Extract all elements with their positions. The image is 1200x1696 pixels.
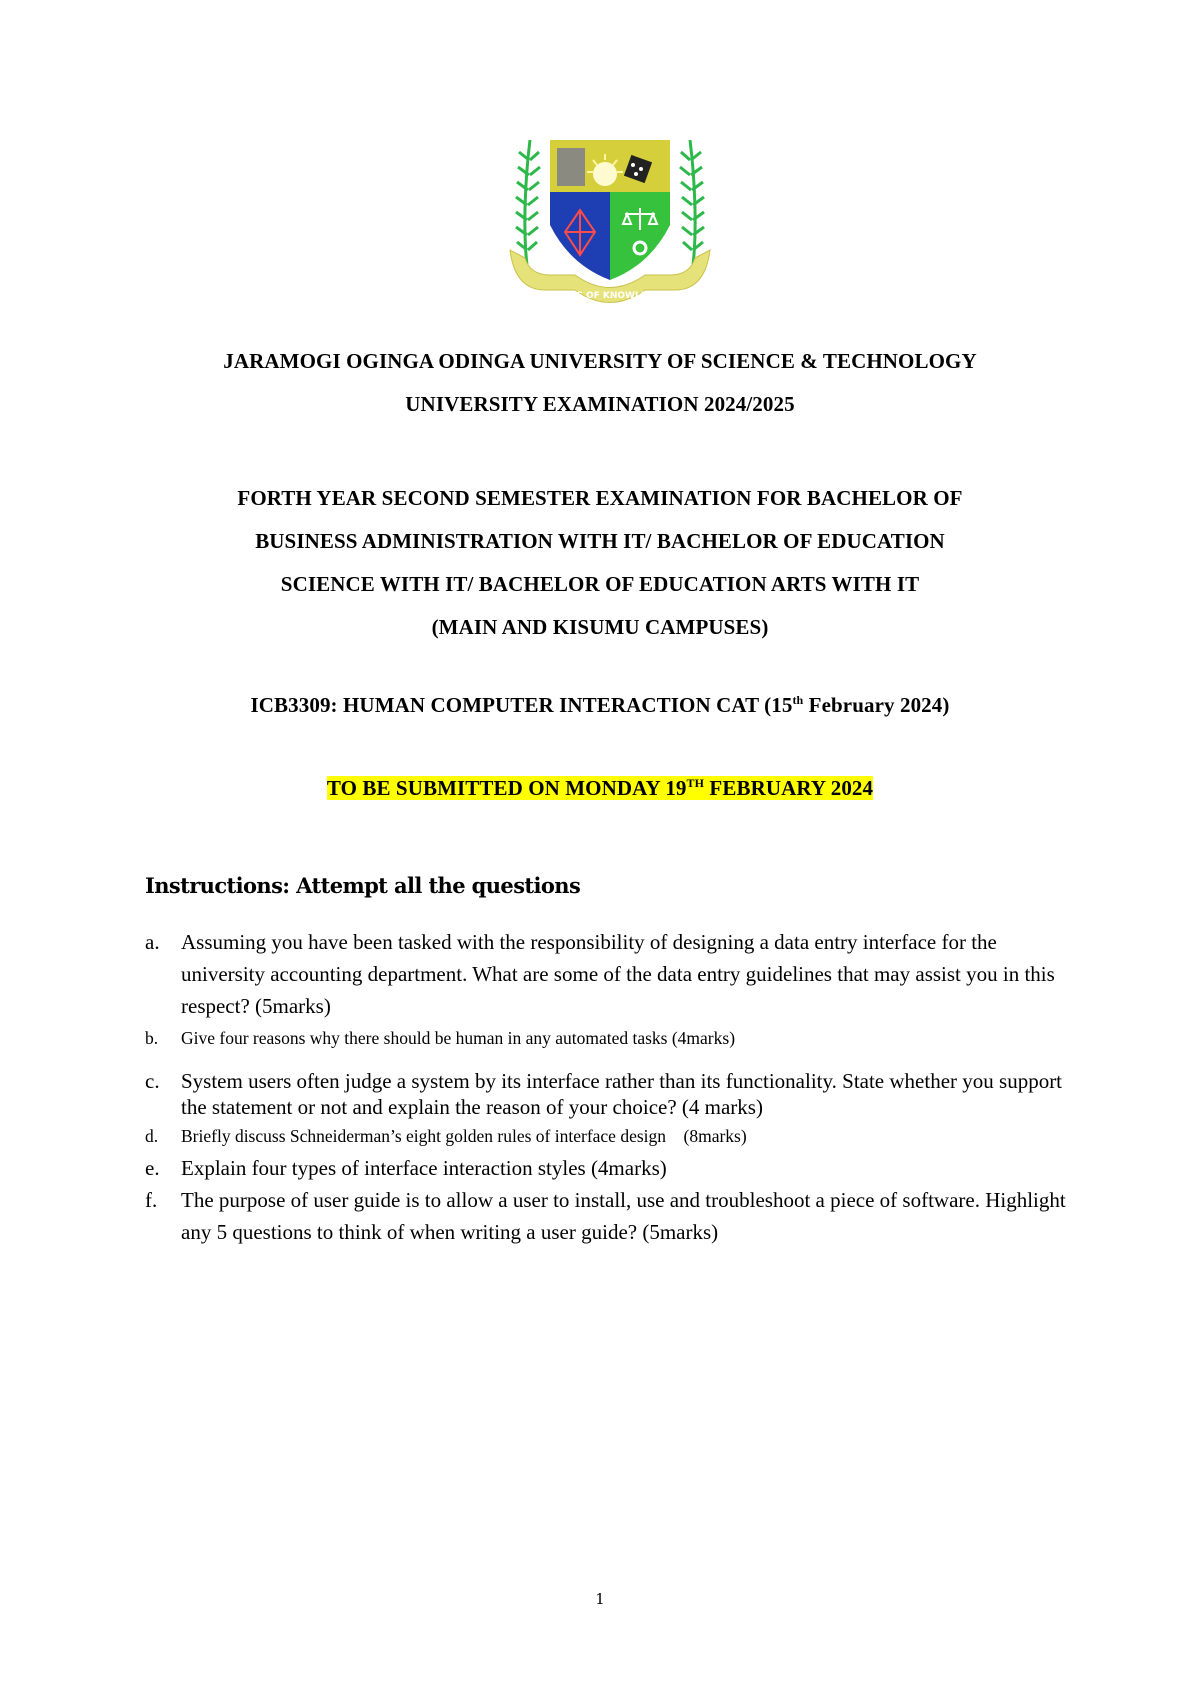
question-text: The purpose of user guide is to allow a user to install, use and troubleshoot a piece of software. Highlight any 5 questions to think of when writing a user guide? (5marks) — [181, 1188, 1066, 1244]
question-letter: b. — [145, 1028, 159, 1048]
university-crest-logo — [505, 140, 715, 325]
programme-line-1: FORTH YEAR SECOND SEMESTER EXAMINATION FOR BACHELOR OF — [237, 486, 963, 510]
question-f — [145, 1184, 1085, 1248]
course-prefix: ICB3309: HUMAN COMPUTER INTERACTION CAT (15 — [250, 693, 793, 717]
question-list — [145, 926, 1085, 1248]
question-b — [145, 1022, 1085, 1054]
question-d — [145, 1120, 1085, 1152]
page-number: 1 — [595, 1590, 605, 1608]
question-text: Briefly discuss Schneiderman’s eight golden rules of interface design (8marks) — [181, 1126, 747, 1146]
programme-block — [0, 477, 1200, 649]
course-suffix: February 2024) — [803, 693, 950, 717]
submission-suffix: FEBRUARY 2024 — [704, 776, 874, 800]
programme-line-3: SCIENCE WITH IT/ BACHELOR OF EDUCATION ARTS WITH IT — [280, 572, 920, 596]
course-sup: th — [792, 693, 804, 707]
question-letter: c. — [145, 1069, 160, 1093]
question-letter: e. — [145, 1156, 160, 1180]
question-text: System users often judge a system by its interface rather than its functionality. State whether you support the statement or not and explain the reason of your choice? (4 marks) — [181, 1069, 1063, 1119]
submission-prefix: TO BE SUBMITTED ON MONDAY 19 — [326, 776, 687, 800]
question-text: Give four reasons why there should be human in any automated tasks (4marks) — [181, 1028, 736, 1048]
campuses-line: (MAIN AND KISUMU CAMPUSES) — [431, 615, 769, 639]
question-letter: f. — [145, 1188, 158, 1212]
question-c — [145, 1068, 1085, 1120]
question-letter: a. — [145, 930, 160, 954]
question-text: Explain four types of interface interaction styles (4marks) — [181, 1156, 667, 1180]
svg-text:OASIS OF KNOWLEDGE: OASIS OF KNOWLEDGE — [552, 291, 668, 301]
right-frond-icon — [680, 140, 704, 265]
university-name: JARAMOGI OGINGA ODINGA UNIVERSITY OF SCIENCE & TECHNOLOGY — [223, 349, 977, 373]
header-block — [0, 340, 1200, 426]
course-title — [0, 684, 1200, 727]
programme-line-2: BUSINESS ADMINISTRATION WITH IT/ BACHELOR OF EDUCATION — [255, 529, 945, 553]
question-letter: d. — [145, 1126, 159, 1146]
question-a — [145, 926, 1085, 1022]
question-text: Assuming you have been tasked with the responsibility of designing a data entry interface for the university accounting department. What are some of the data entry guidelines that may assist you in this respect? (5marks) — [181, 930, 1055, 1018]
submission-notice — [0, 767, 1200, 810]
question-e — [145, 1152, 1085, 1184]
instructions-heading: Instructions: Attempt all the questions — [145, 873, 581, 898]
left-frond-icon — [516, 140, 540, 265]
submission-sup: TH — [686, 776, 705, 790]
exam-title: UNIVERSITY EXAMINATION 2024/2025 — [405, 392, 795, 416]
